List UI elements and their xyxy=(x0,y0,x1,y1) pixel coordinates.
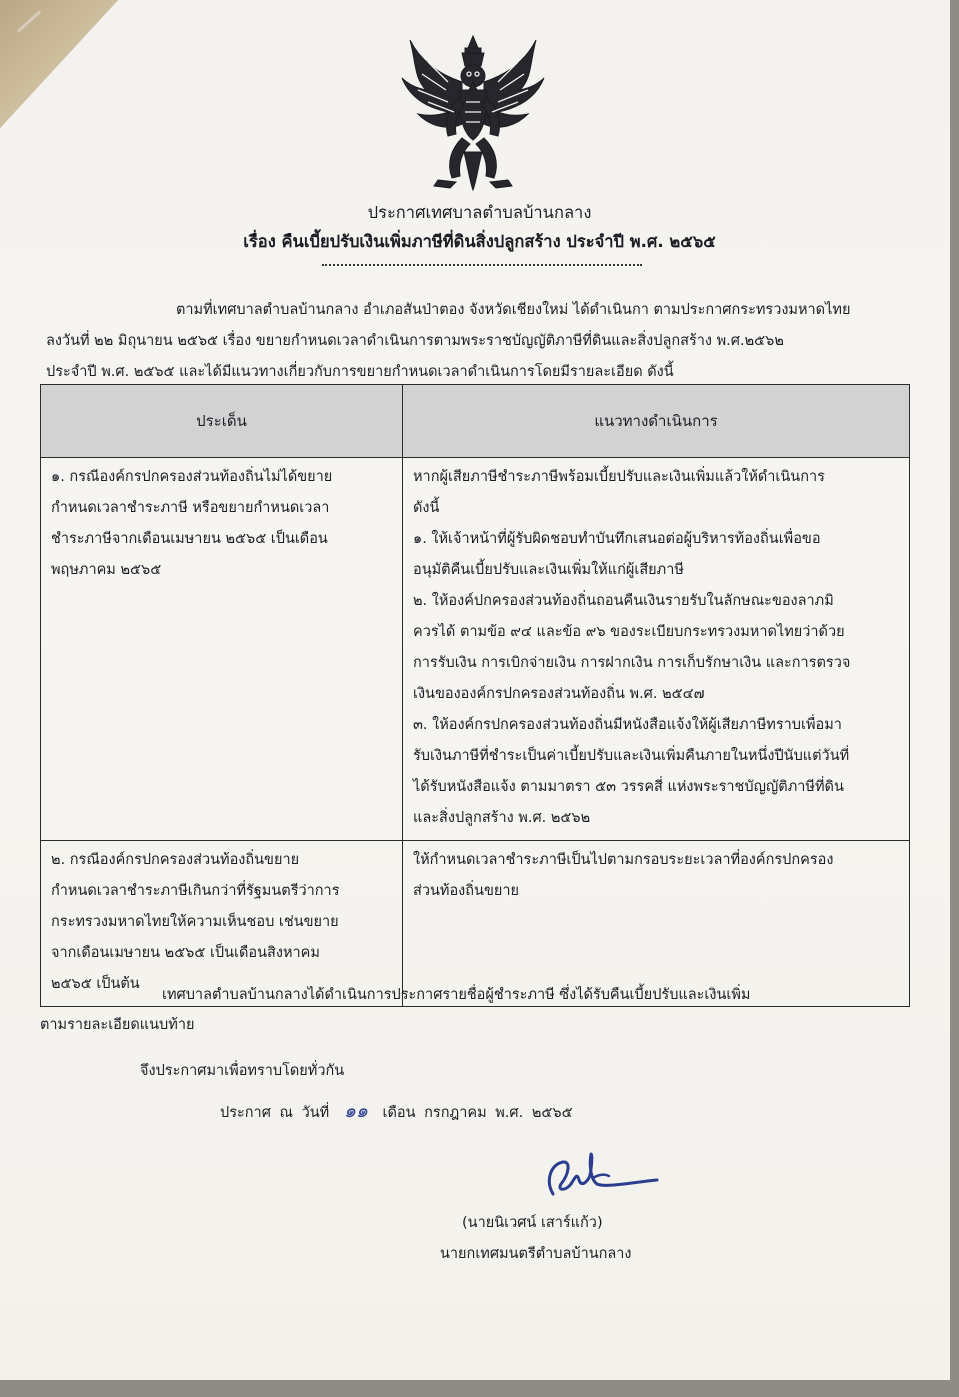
table-header-row xyxy=(41,385,910,458)
signatory-position: นายกเทศมนตรีตำบลบ้านกลาง xyxy=(440,1246,632,1262)
cell-line: กำหนดเวลาชำระภาษีเกินกว่าที่รัฐมนตรีว่าการ xyxy=(51,883,340,899)
table-row xyxy=(41,841,910,1007)
cell-line: ๓. ให้องค์กรปกครองส่วนท้องถิ่นมีหนังสือแจ้งให้ผู้เสียภาษีทราบเพื่อมา xyxy=(413,717,842,733)
cell-line: พฤษภาคม ๒๕๖๕ xyxy=(51,562,162,578)
announcement-statement: จึงประกาศมาเพื่อทราบโดยทั่วกัน xyxy=(140,1063,345,1079)
garuda-emblem xyxy=(398,32,548,192)
signature-mark xyxy=(535,1150,665,1205)
cell-line: ชำระภาษีจากเดือนเมษายน ๒๕๖๕ เป็นเดือน xyxy=(51,531,328,547)
intro-line: ประจำปี พ.ศ. ๒๕๖๕ และได้มีแนวทางเกี่ยวกับการขยายกำหนดเวลาดำเนินการโดยมีรายละเอียด ดังนี้ xyxy=(46,364,674,380)
announcement-subject: เรื่อง คืนเบี้ยปรับเงินเพิ่มภาษีที่ดินสิ่งปลูกสร้าง ประจำปี พ.ศ. ๒๕๖๕ xyxy=(243,232,716,251)
cell-line: ๒. กรณีองค์กรปกครองส่วนท้องถิ่นขยาย xyxy=(51,852,300,868)
closing-paragraph-continued: ตามรายละเอียดแนบท้าย xyxy=(40,1017,195,1033)
cell-line: ส่วนท้องถิ่นขยาย xyxy=(413,883,519,899)
cell-line: หากผู้เสียภาษีชำระภาษีพร้อมเบี้ยปรับและเงินเพิ่มแล้วให้ดำเนินการ xyxy=(413,469,825,485)
intro-line: ลงวันที่ ๒๒ มิถุนายน ๒๕๖๕ เรื่อง ขยายกำหนดเวลาดำเนินการตามพระราชบัญญัติภาษีที่ดินและสิ่งปลูกสร้าง พ.ศ.๒๕๖๒ xyxy=(46,333,784,349)
column-header-action: แนวทางดำเนินการ xyxy=(403,385,910,458)
cell-line: รับเงินภาษีที่ชำระเป็นค่าเบี้ยปรับและเงินเพิ่มคืนภายในหนึ่งปีนับแต่วันที่ xyxy=(413,748,850,764)
cell-line: ๒๕๖๕ เป็นต้น xyxy=(51,976,140,992)
announcement-title: ประกาศเทศบาลตำบลบ้านกลาง xyxy=(367,203,592,222)
cell-line: กระทรวงมหาดไทยให้ความเห็นชอบ เช่นขยาย xyxy=(51,914,339,930)
cell-line: ๑. กรณีองค์กรปกครองส่วนท้องถิ่นไม่ได้ขยาย xyxy=(51,469,333,485)
intro-paragraph xyxy=(46,295,926,388)
date-day: ๑๑ xyxy=(343,1100,368,1122)
cell-line: ให้กำหนดเวลาชำระภาษีเป็นไปตามกรอบระยะเวลาที่องค์กรปกครอง xyxy=(413,852,834,868)
cell-line: ๒. ให้องค์ปกครองส่วนท้องถิ่นถอนคืนเงินรายรับในลักษณะของลาภมิ xyxy=(413,593,834,609)
action-cell xyxy=(403,458,910,841)
cell-line: และสิ่งปลูกสร้าง พ.ศ. ๒๕๖๒ xyxy=(413,810,591,826)
cell-line: กำหนดเวลาชำระภาษี หรือขยายกำหนดเวลา xyxy=(51,500,330,516)
cell-line: ควรได้ ตามข้อ ๙๔ และข้อ ๙๖ ของระเบียบกระทรวงมหาดไทยว่าด้วย xyxy=(413,624,845,640)
column-header-issue: ประเด็น xyxy=(41,385,403,458)
dotted-divider xyxy=(322,264,642,266)
table-row xyxy=(41,458,910,841)
issue-cell xyxy=(41,841,403,1007)
cell-line: ดังนี้ xyxy=(413,500,440,516)
action-cell xyxy=(403,841,910,1007)
cell-line: ๑. ให้เจ้าหน้าที่ผู้รับผิดชอบทำบันทึกเสนอต่อผู้บริหารท้องถิ่นเพื่อขอ xyxy=(413,531,821,547)
cell-line: การรับเงิน การเบิกจ่ายเงิน การฝากเงิน การเก็บรักษาเงิน และการตรวจ xyxy=(413,655,851,671)
cell-line: ได้รับหนังสือแจ้ง ตามมาตรา ๕๓ วรรคสี่ แห่งพระราชบัญญัติภาษีที่ดิน xyxy=(413,779,844,795)
guideline-table xyxy=(40,384,910,1007)
closing-paragraph: เทศบาลตำบลบ้านกลางได้ดำเนินการประกาศรายชื่อผู้ชำระภาษี ซึ่งได้รับคืนเบี้ยปรับและเงินเพิ่ม xyxy=(162,987,751,1003)
cell-line: จากเดือนเมษายน ๒๕๖๕ เป็นเดือนสิงหาคม xyxy=(51,945,320,961)
signatory-name: (นายนิเวศน์ เสาร์แก้ว) xyxy=(462,1215,603,1231)
announcement-date xyxy=(220,1096,573,1126)
date-month-year: เดือน กรกฎาคม พ.ศ. ๒๕๖๕ xyxy=(382,1105,573,1121)
cell-line: อนุมัติคืนเบี้ยปรับและเงินเพิ่มให้แก่ผู้เสียภาษี xyxy=(413,562,684,578)
intro-line: ตามที่เทศบาลตำบลบ้านกลาง อำเภอสันป่าตอง จังหวัดเชียงใหม่ ได้ดำเนินกา ตามประกาศกระทรวงมหาดไทย xyxy=(176,302,851,318)
issue-cell xyxy=(41,458,403,841)
cell-line: เงินขององค์กรปกครองส่วนท้องถิ่น พ.ศ. ๒๕๔๗ xyxy=(413,686,705,702)
date-prefix: ประกาศ ณ วันที่ xyxy=(220,1105,330,1121)
